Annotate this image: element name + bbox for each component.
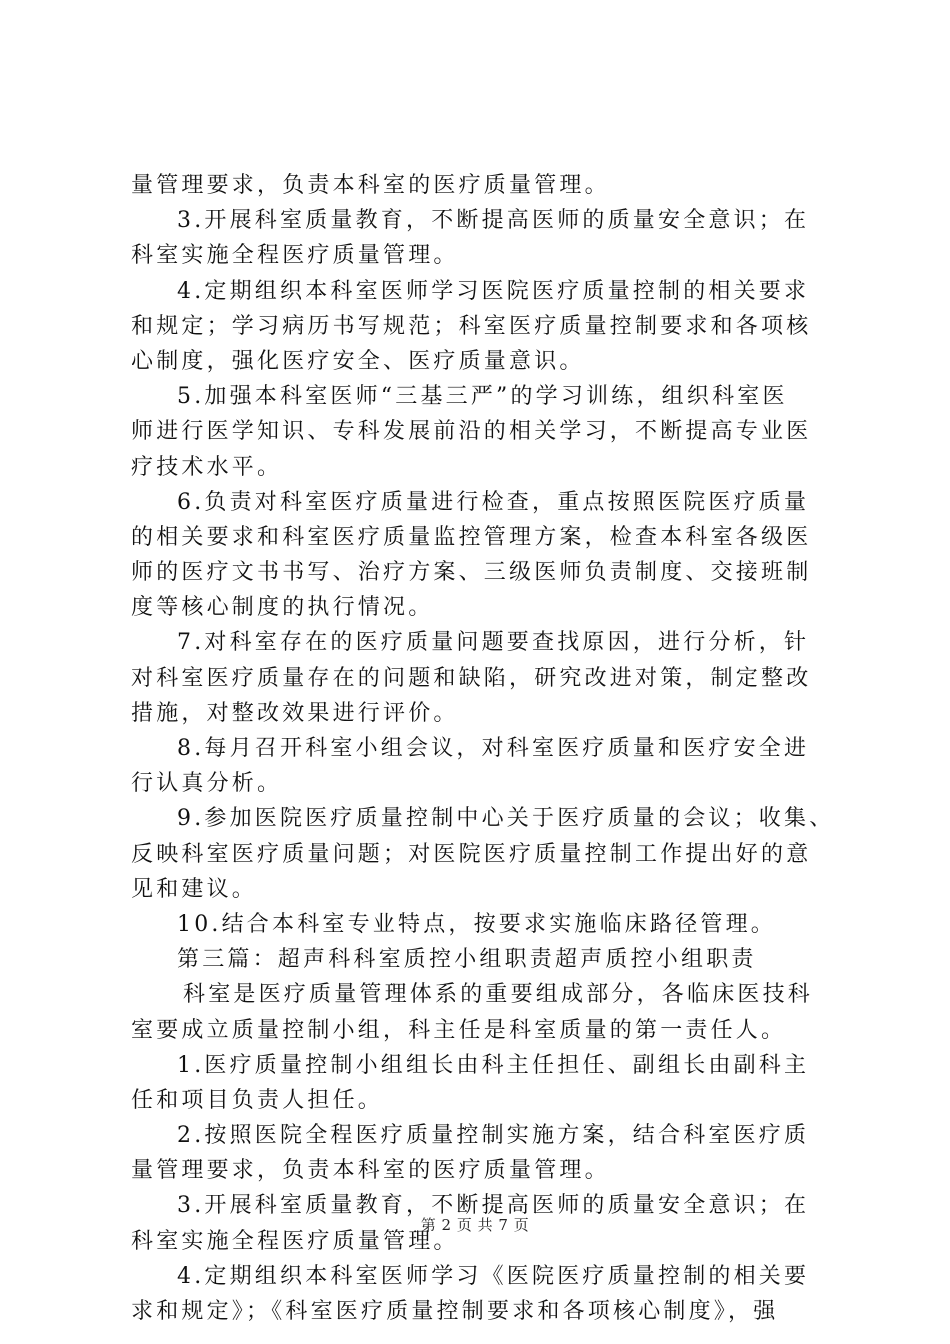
text-line: 科室是医疗质量管理体系的重要组成部分，各临床医技科 [183, 982, 814, 1008]
text-line: 8.每月召开科室小组会议，对科室医疗质量和医疗安全进 [177, 736, 810, 761]
text-line: 反映科室医疗质量问题；对医院医疗质量控制工作提出好的意 [131, 841, 812, 867]
text-line: 3.开展科室质量教育，不断提高医师的质量安全意识；在 [177, 1193, 810, 1219]
text-line: 的相关要求和科室医疗质量监控管理方案，检查本科室各级医 [131, 524, 812, 550]
text-line: 任和项目负责人担任。 [131, 1087, 384, 1113]
text-line: 见和建议。 [131, 876, 258, 902]
text-line: 措施，对整改效果进行评价。 [131, 700, 459, 726]
text-line: 9.参加医院医疗质量控制中心关于医疗质量的会议；收集、 [177, 806, 835, 832]
text-line: 师进行医学知识、专科发展前沿的相关学习，不断提高专业医 [131, 419, 812, 445]
text-line: 量管理要求，负责本科室的医疗质量管理。 [131, 1158, 610, 1184]
text-line: 4.定期组织本科室医师学习医院医疗质量控制的相关要求 [177, 278, 810, 304]
text-line: 5.加强本科室医师“三基三严”的学习训练，组织科室医 [177, 384, 788, 410]
text-line: 科室实施全程医疗质量管理。 [131, 1228, 459, 1254]
page-footer: 第 2 页 共 7 页 [420, 1216, 530, 1234]
text-line: 求和规定》；《科室医疗质量控制要求和各项核心制度》，强 [131, 1299, 779, 1324]
text-line: 7.对科室存在的医疗质量问题要查找原因，进行分析，针 [177, 630, 810, 656]
text-line: 4.定期组织本科室医师学习《医院医疗质量控制的相关要 [177, 1263, 810, 1289]
text-line: 心制度，强化医疗安全、医疗质量意识。 [131, 348, 585, 374]
text-line: 疗技术水平。 [131, 454, 283, 480]
text-line: 科室实施全程医疗质量管理。 [131, 243, 459, 269]
text-line: 10.结合本科室专业特点，按要求实施临床路径管理。 [177, 911, 776, 937]
text-line: 1.医疗质量控制小组组长由科主任担任、副组长由副科主 [177, 1052, 810, 1078]
text-line: 和规定；学习病历书写规范；科室医疗质量控制要求和各项核 [131, 313, 812, 339]
text-line: 3.开展科室质量教育，不断提高医师的质量安全意识；在 [177, 208, 810, 234]
document-body [131, 168, 835, 1329]
text-line: 行认真分析。 [131, 771, 283, 797]
text-line: 量管理要求，负责本科室的医疗质量管理。 [131, 173, 610, 198]
text-line: 室要成立质量控制小组，科主任是科室质量的第一责任人。 [131, 1017, 787, 1043]
text-line: 6.负责对科室医疗质量进行检查，重点按照医院医疗质量 [177, 489, 810, 515]
text-line: 第三篇：超声科科室质控小组职责超声质控小组职责 [177, 947, 757, 973]
text-line: 对科室医疗质量存在的问题和缺陷，研究改进对策，制定整改 [131, 665, 812, 691]
text-line: 2.按照医院全程医疗质量控制实施方案，结合科室医疗质 [177, 1123, 810, 1149]
text-line: 度等核心制度的执行情况。 [131, 595, 434, 621]
text-line: 师的医疗文书书写、治疗方案、三级医师负责制度、交接班制 [131, 560, 812, 586]
